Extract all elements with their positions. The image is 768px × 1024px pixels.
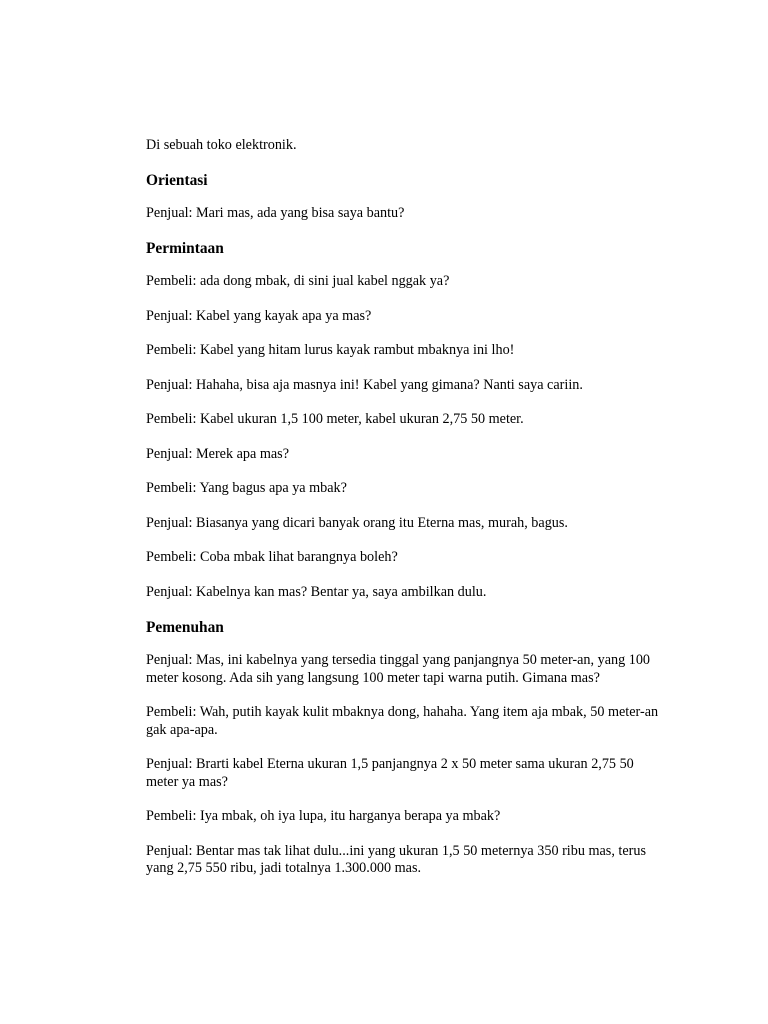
intro-text: Di sebuah toko elektronik. [146, 137, 297, 153]
document-page [146, 137, 666, 878]
dialogue-line: Pembeli: Coba mbak lihat barangnya boleh? [146, 549, 398, 565]
dialogue-line: Penjual: Mari mas, ada yang bisa saya bantu? [146, 204, 405, 221]
dialogue-line: Penjual: Kabel yang kayak apa ya mas? [146, 307, 372, 324]
heading-permintaan: Permintaan [146, 240, 224, 257]
dialogue-line: Pembeli: Wah, putih kayak kulit mbaknya dong, hahaha. Yang item aja mbak, 50 meter-an gak apa-apa. [146, 704, 659, 738]
dialogue-line: Penjual: Biasanya yang dicari banyak orang itu Eterna mas, murah, bagus. [146, 514, 568, 531]
dialogue-line: Penjual: Hahaha, bisa aja masnya ini! Kabel yang gimana? Nanti saya cariin. [146, 376, 583, 393]
dialogue-line: Pembeli: Iya mbak, oh iya lupa, itu harganya berapa ya mbak? [146, 808, 501, 824]
dialogue-line: Pembeli: ada dong mbak, di sini jual kabel nggak ya? [146, 273, 450, 289]
dialogue-line: Pembeli: Kabel yang hitam lurus kayak rambut mbaknya ini lho! [146, 342, 515, 358]
dialogue-line: Penjual: Bentar mas tak lihat dulu...ini yang ukuran 1,5 50 meternya 350 ribu mas, terus yang 2,75 550 ribu, jadi totalnya 1.300.000 mas. [146, 842, 647, 876]
dialogue-line: Pembeli: Yang bagus apa ya mbak? [146, 480, 347, 496]
heading-orientasi: Orientasi [146, 171, 208, 189]
dialogue-line: Penjual: Kabelnya kan mas? Bentar ya, saya ambilkan dulu. [146, 583, 487, 600]
dialogue-line: Pembeli: Kabel ukuran 1,5 100 meter, kabel ukuran 2,75 50 meter. [146, 411, 524, 427]
dialogue-line: Penjual: Brarti kabel Eterna ukuran 1,5 panjangnya 2 x 50 meter sama ukuran 2,75 50 meter ya mas? [146, 756, 634, 790]
dialogue-line: Penjual: Merek apa mas? [146, 445, 290, 462]
heading-pemenuhan: Pemenuhan [146, 619, 224, 636]
dialogue-line: Penjual: Mas, ini kabelnya yang tersedia tinggal yang panjangnya 50 meter-an, yang 100 meter kosong. Ada sih yang langsung 100 meter tapi warna putih. Gimana mas? [146, 652, 651, 686]
